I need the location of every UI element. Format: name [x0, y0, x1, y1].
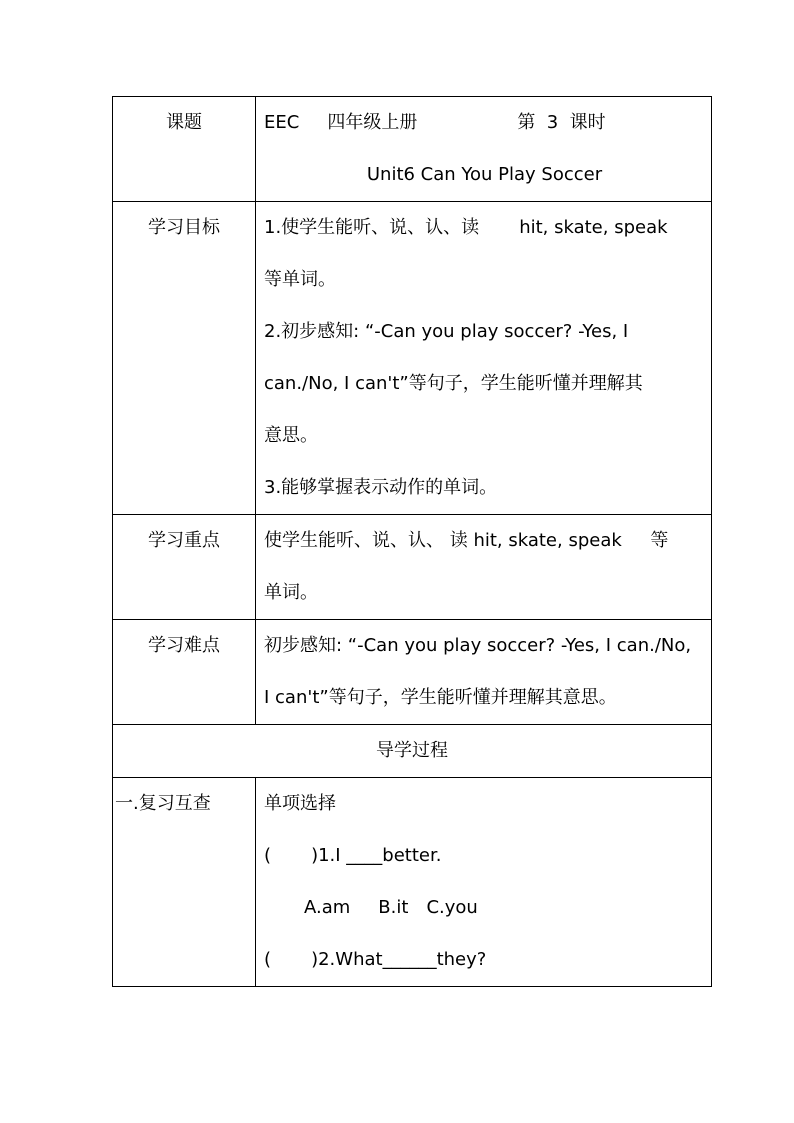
objectives-line-1 [256, 202, 711, 254]
objectives-content-cell [256, 202, 712, 515]
question-2: ( )2.What______they? [264, 949, 487, 970]
objectives-line-1-cn: 1.使学生能听、说、认、读 [264, 217, 480, 238]
title-period: 第 3 课时 [517, 112, 606, 133]
option-a: A.am [304, 897, 351, 918]
objectives-label-cell [113, 202, 256, 515]
title-line-1 [256, 97, 711, 149]
key-points-label-cell [113, 515, 256, 620]
difficulties-line-1: 初步感知: “-Can you play soccer? -Yes, I can./No, [264, 635, 692, 656]
option-b: B.it [378, 897, 409, 918]
title-row [113, 97, 712, 202]
title-unit: Unit6 Can You Play Soccer [366, 164, 603, 185]
title-label-cell [113, 97, 256, 202]
review-content-cell [256, 778, 712, 987]
title-series: EEC [264, 112, 300, 133]
process-heading: 导学过程 [376, 740, 448, 761]
process-header-cell [113, 725, 712, 778]
title-label: 课题 [166, 112, 202, 133]
objectives-line-5: 意思。 [264, 425, 318, 446]
option-c: C.you [426, 897, 478, 918]
objectives-line-1-en: hit, skate, speak [519, 217, 668, 238]
lesson-plan-table [112, 96, 712, 987]
key-points-content-cell [256, 515, 712, 620]
question-1: ( )1.I ____better. [264, 845, 442, 866]
objectives-line-3: 2.初步感知: “-Can you play soccer? -Yes, I [264, 321, 629, 342]
key-points-line-2: 单词。 [264, 582, 318, 603]
review-label: 一.复习互查 [115, 793, 211, 814]
key-points-label: 学习重点 [148, 530, 220, 551]
title-grade: 四年级上册 [327, 112, 418, 133]
difficulties-label: 学习难点 [148, 635, 220, 656]
objectives-row [113, 202, 712, 515]
key-points-line-1: 使学生能听、说、认、 读 hit, skate, speak 等 [264, 530, 669, 551]
objectives-line-4: can./No, I can't”等句子，学生能听懂并理解其 [264, 373, 643, 394]
objectives-line-2: 等单词。 [264, 269, 336, 290]
process-row [113, 725, 712, 778]
title-content-cell [256, 97, 712, 202]
difficulties-row [113, 620, 712, 725]
objectives-line-6: 3.能够掌握表示动作的单词。 [264, 477, 498, 498]
key-points-row [113, 515, 712, 620]
review-heading: 单项选择 [264, 793, 336, 814]
objectives-label: 学习目标 [148, 217, 220, 238]
difficulties-line-2: I can't”等句子，学生能听懂并理解其意思。 [264, 687, 617, 708]
review-label-cell [113, 778, 256, 987]
difficulties-label-cell [113, 620, 256, 725]
review-row [113, 778, 712, 987]
question-1-options [256, 882, 711, 934]
difficulties-content-cell [256, 620, 712, 725]
